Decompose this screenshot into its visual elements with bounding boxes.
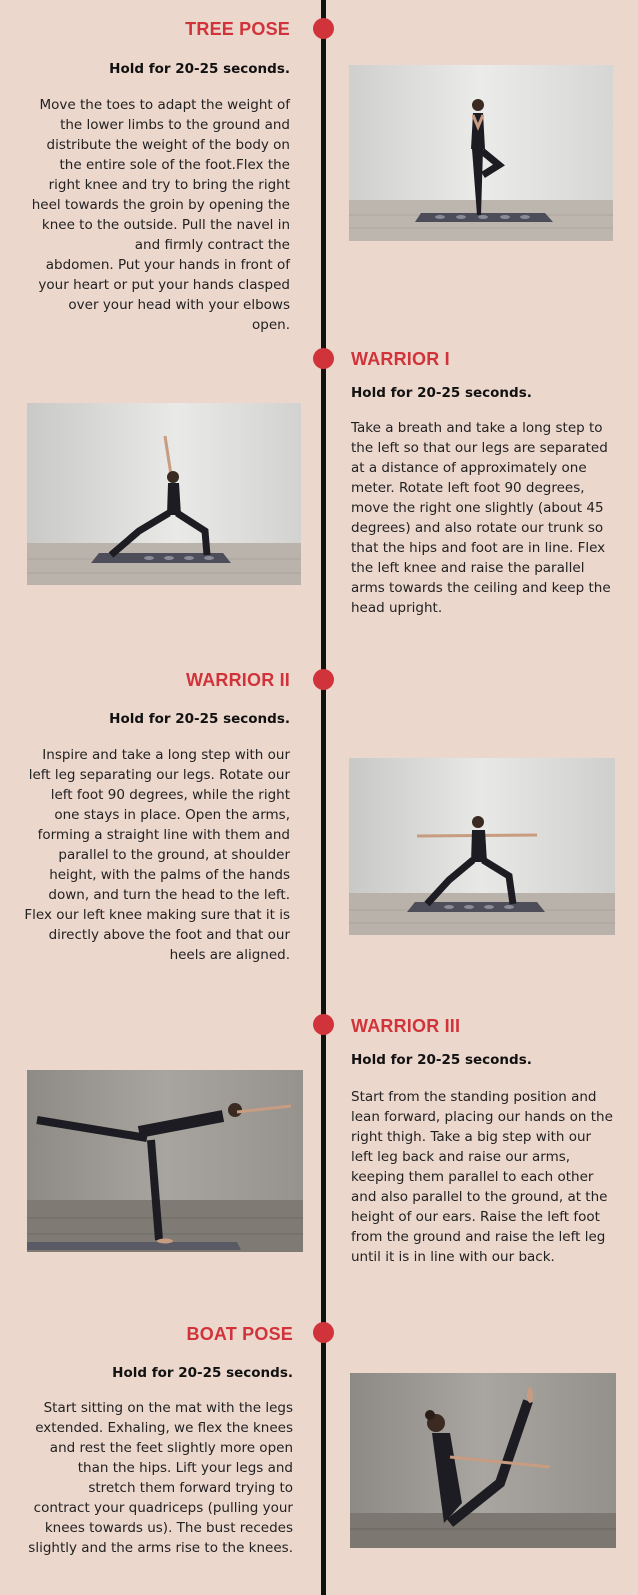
description-line: left leg back and raise our arms, xyxy=(351,1149,571,1165)
description-line: knees towards us). The bust recedes xyxy=(44,1520,293,1536)
description-line: lean forward, placing our hands on the xyxy=(351,1109,613,1125)
pose-title: WARRIOR III xyxy=(351,1016,461,1036)
description-line: Start sitting on the mat with the legs xyxy=(43,1400,293,1416)
description-line: right knee and try to bring the right xyxy=(48,177,290,193)
description-line: height, with the palms of the hands xyxy=(49,867,290,883)
description-line: that the hips and foot are in line. Flex xyxy=(351,540,606,556)
description-line: heels are aligned. xyxy=(169,947,290,963)
tree-pose-photo xyxy=(349,65,613,241)
description-line: the entire sole of the foot.Flex the xyxy=(59,157,290,173)
description-line: at a distance of approximately one xyxy=(351,460,587,476)
warrior-one-photo xyxy=(27,403,301,585)
description-line: Take a breath and take a long step to xyxy=(351,420,603,436)
description-line: and firmly contract the xyxy=(134,237,290,253)
description-line: Flex our left knee making sure that it is xyxy=(24,907,290,923)
description-line: contract your quadriceps (pulling your xyxy=(33,1500,293,1516)
description-line: the left knee and raise the parallel xyxy=(351,560,585,576)
description-line: heel towards the groin by opening the xyxy=(31,197,290,213)
description-line: over your head with your elbows xyxy=(68,297,290,313)
description-line: than the hips. Lift your legs and xyxy=(77,1460,293,1476)
description-line: degrees) and also rotate our trunk so xyxy=(351,520,604,536)
description-line: distribute the weight of the body on xyxy=(46,137,290,153)
description-line: head upright. xyxy=(351,600,443,616)
description-line: until it is in line with our back. xyxy=(351,1249,555,1265)
pose-description xyxy=(20,95,290,335)
description-line: Inspire and take a long step with our xyxy=(42,747,290,763)
description-line: the lower limbs to the ground and xyxy=(60,117,290,133)
description-line: arms towards the ceiling and keep the xyxy=(351,580,611,596)
hold-duration: Hold for 20-25 seconds. xyxy=(351,1052,532,1068)
description-line: slightly and the arms rise to the knees. xyxy=(28,1540,293,1556)
hold-duration: Hold for 20-25 seconds. xyxy=(109,711,290,727)
warrior-three-photo xyxy=(27,1070,303,1252)
pose-description xyxy=(13,1398,293,1558)
pose-title: WARRIOR I xyxy=(351,349,450,369)
description-line: right thigh. Take a big step with our xyxy=(351,1129,592,1145)
description-line: knee to the outside. Pull the navel in xyxy=(41,217,290,233)
description-line: open. xyxy=(252,317,290,333)
description-line: one stays in place. Open the arms, xyxy=(54,807,290,823)
description-line: keeping them parallel to each other xyxy=(351,1169,594,1185)
description-line: the left so that our legs are separated xyxy=(351,440,608,456)
description-line: Move the toes to adapt the weight of xyxy=(39,97,290,113)
timeline-line xyxy=(321,0,326,1595)
timeline-dot xyxy=(313,348,334,369)
description-line: move the right one slightly (about 45 xyxy=(351,500,604,516)
pose-title: BOAT POSE xyxy=(186,1324,293,1344)
hold-duration: Hold for 20-25 seconds. xyxy=(351,385,532,401)
description-line: Start from the standing position and xyxy=(351,1089,597,1105)
pose-description xyxy=(15,745,290,965)
description-line: left foot 90 degrees, while the right xyxy=(50,787,290,803)
description-line: and also parallel to the ground, at the xyxy=(351,1189,608,1205)
description-line: meter. Rotate left foot 90 degrees, xyxy=(351,480,585,496)
pose-title: WARRIOR II xyxy=(186,670,290,690)
pose-description xyxy=(351,418,621,618)
hold-duration: Hold for 20-25 seconds. xyxy=(112,1365,293,1381)
boat-pose-photo xyxy=(350,1373,616,1548)
description-line: directly above the foot and that our xyxy=(48,927,290,943)
warrior-two-photo xyxy=(349,758,615,935)
description-line: left leg separating our legs. Rotate our xyxy=(28,767,290,783)
description-line: stretch them forward trying to xyxy=(88,1480,293,1496)
pose-description xyxy=(351,1087,623,1267)
description-line: down, and turn the head to the left. xyxy=(48,887,290,903)
timeline-dot xyxy=(313,1014,334,1035)
description-line: forming a straight line with them and xyxy=(37,827,290,843)
description-line: your heart or put your hands clasped xyxy=(38,277,290,293)
timeline-dot xyxy=(313,1322,334,1343)
description-line: extended. Exhaling, we flex the knees xyxy=(35,1420,293,1436)
timeline-dot xyxy=(313,669,334,690)
description-line: from the ground and raise the left leg xyxy=(351,1229,606,1245)
description-line: parallel to the ground, at shoulder xyxy=(58,847,290,863)
description-line: abdomen. Put your hands in front of xyxy=(45,257,290,273)
pose-title: TREE POSE xyxy=(185,19,290,39)
hold-duration: Hold for 20-25 seconds. xyxy=(109,61,290,77)
description-line: and rest the feet slightly more open xyxy=(49,1440,293,1456)
description-line: height of our ears. Raise the left foot xyxy=(351,1209,600,1225)
timeline-dot xyxy=(313,18,334,39)
